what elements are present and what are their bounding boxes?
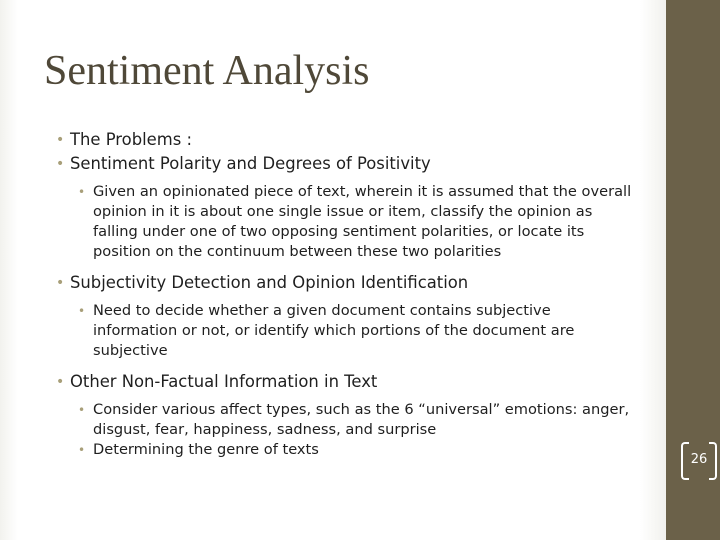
sub-bullet-item-text: Consider various affect types, such as the 6 “universal” emotions: anger, disgust, fear, happiness, sadness, and surprise (93, 401, 630, 438)
slide-title: Sentiment Analysis (44, 48, 370, 94)
sub-bullet-item-polarity-description (78, 182, 636, 262)
bullet-icon: • (78, 185, 86, 199)
bullet-item-text: Other Non-Factual Information in Text (70, 372, 378, 391)
bullet-item-problems (56, 128, 636, 152)
bullet-icon: • (78, 304, 86, 318)
bullet-icon: • (78, 403, 86, 417)
bullet-icon: • (56, 156, 65, 172)
sub-bullet-item-subjectivity-description (78, 301, 636, 361)
sub-bullet-item-text: Need to decide whether a given document contains subjective information or not, or identify which portions of the document are subjective (93, 302, 575, 359)
page-number: 26 (690, 452, 708, 467)
bullet-item-sentiment-polarity (56, 152, 636, 176)
bullet-icon: • (56, 275, 65, 291)
sub-bullet-item-genre (78, 440, 636, 460)
bullet-list (56, 128, 636, 460)
bullet-item-text: The Problems : (70, 130, 192, 149)
bullet-item-text: Sentiment Polarity and Degrees of Positivity (70, 154, 431, 173)
bullet-icon: • (56, 132, 65, 148)
bullet-item-non-factual-information (56, 370, 636, 394)
sub-bullet-item-affect-types (78, 400, 636, 440)
bullet-item-text: Subjectivity Detection and Opinion Identification (70, 273, 469, 292)
sub-bullet-item-text: Determining the genre of texts (93, 441, 319, 458)
page-number-box (681, 442, 717, 478)
sub-bullet-item-text: Given an opinionated piece of text, wherein it is assumed that the overall opinion in it is about one single issue or item, classify the opinion as falling under one of two opposing sentiment polarities, or locate its position on the continuum between these two polarities (93, 183, 632, 260)
bullet-item-subjectivity-detection (56, 271, 636, 295)
right-bracket-icon (709, 442, 717, 480)
bullet-icon: • (56, 374, 65, 390)
bullet-icon: • (78, 443, 86, 457)
